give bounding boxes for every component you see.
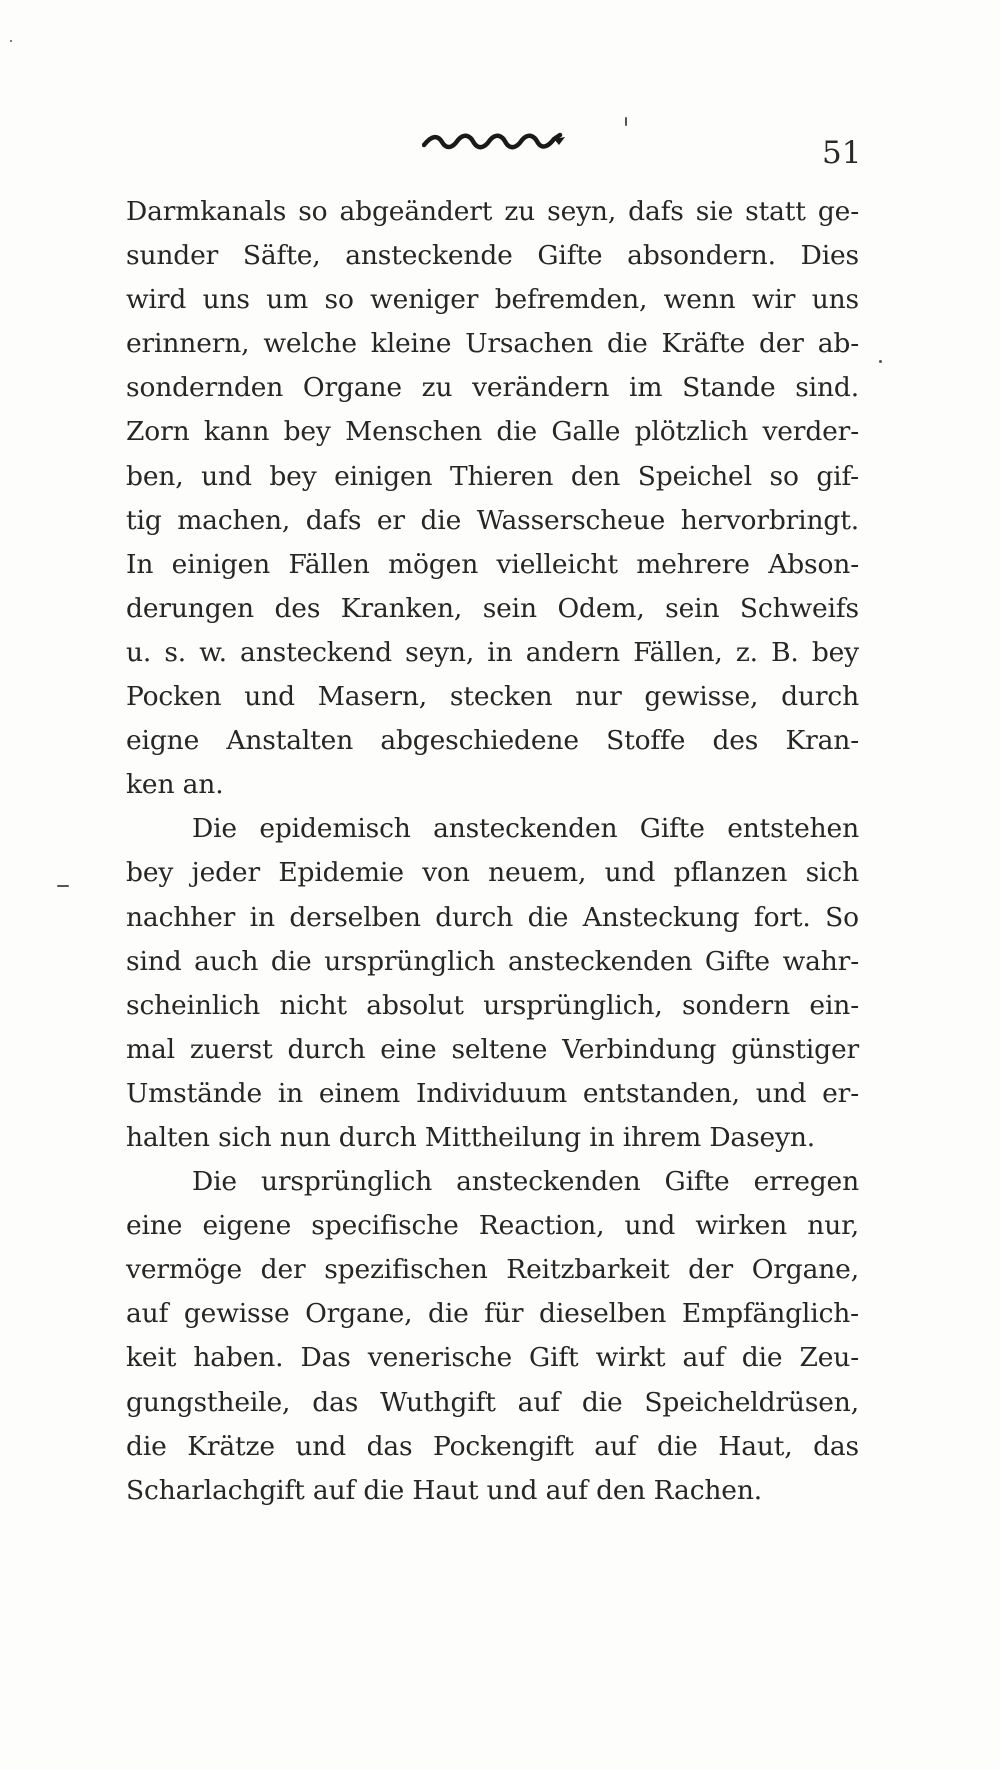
print-speck (625, 117, 627, 126)
text-line: ken an. (126, 769, 224, 801)
text-line: keit haben. Das venerische Gift wirkt auf die Zeu- (126, 1342, 859, 1374)
text-line: bey jeder Epidemie von neuem, und pflanzen sich (126, 857, 859, 889)
print-speck (57, 885, 69, 887)
print-speck (879, 360, 882, 363)
paragraph (126, 190, 859, 807)
text-line: Zorn kann bey Menschen die Galle plötzlich verder- (126, 416, 859, 448)
text-line: wird uns um so weniger befremden, wenn wir uns (126, 284, 859, 316)
paragraph (126, 1160, 859, 1513)
text-line: erinnern, welche kleine Ursachen die Kräfte der ab- (126, 328, 859, 360)
text-line: nachher in derselben durch die Ansteckung fort. So (126, 901, 859, 933)
text-line: Umstände in einem Individuum entstanden, und er- (126, 1077, 859, 1109)
text-line: Die epidemisch ansteckenden Gifte entstehen (192, 813, 859, 845)
text-line: Die ursprünglich ansteckenden Gifte erregen (192, 1166, 859, 1198)
text-line: In einigen Fällen mögen vielleicht mehrere Abson- (126, 548, 859, 580)
text-line: mal zuerst durch eine seltene Verbindung günstiger (126, 1033, 859, 1065)
text-line: sunder Säfte, ansteckende Gifte absondern. Dies (126, 240, 859, 272)
text-line: eigne Anstalten abgeschiedene Stoffe des Kran- (126, 725, 859, 757)
text-line: Pocken und Masern, stecken nur gewisse, durch (126, 681, 859, 713)
text-line: gungstheile, das Wuthgift auf die Speicheldrüsen, (126, 1386, 859, 1418)
text-line: vermöge der spezifischen Reitzbarkeit der Organe, (126, 1254, 859, 1286)
print-speck (10, 40, 12, 42)
page-number: 51 (822, 135, 862, 171)
paragraph (126, 807, 859, 1160)
text-line: tig machen, dafs er die Wasserscheue hervorbringt. (126, 504, 859, 536)
scroll-flourish-icon (422, 131, 567, 153)
text-line: u. s. w. ansteckend seyn, in andern Fällen, z. B. bey (126, 636, 859, 668)
text-line: Scharlachgift auf die Haut und auf den Rachen. (126, 1474, 763, 1506)
text-line: eine eigene specifische Reaction, und wirken nur, (126, 1210, 859, 1242)
text-line: sind auch die ursprünglich ansteckenden Gifte wahr- (126, 945, 859, 977)
text-line: ben, und bey einigen Thieren den Speichel so gif- (126, 460, 859, 492)
text-line: derungen des Kranken, sein Odem, sein Schweifs (126, 592, 859, 624)
text-line: die Krätze und das Pockengift auf die Haut, das (126, 1430, 859, 1462)
text-line: scheinlich nicht absolut ursprünglich, sondern ein- (126, 989, 859, 1021)
text-line: Darmkanals so abgeändert zu seyn, dafs sie statt ge- (126, 196, 859, 227)
text-line: halten sich nun durch Mittheilung in ihrem Daseyn. (126, 1121, 816, 1153)
text-line: auf gewisse Organe, die für dieselben Empfänglich- (126, 1298, 859, 1330)
text-line: sondernden Organe zu verändern im Stande sind. (126, 372, 859, 404)
body-text (126, 190, 859, 1513)
